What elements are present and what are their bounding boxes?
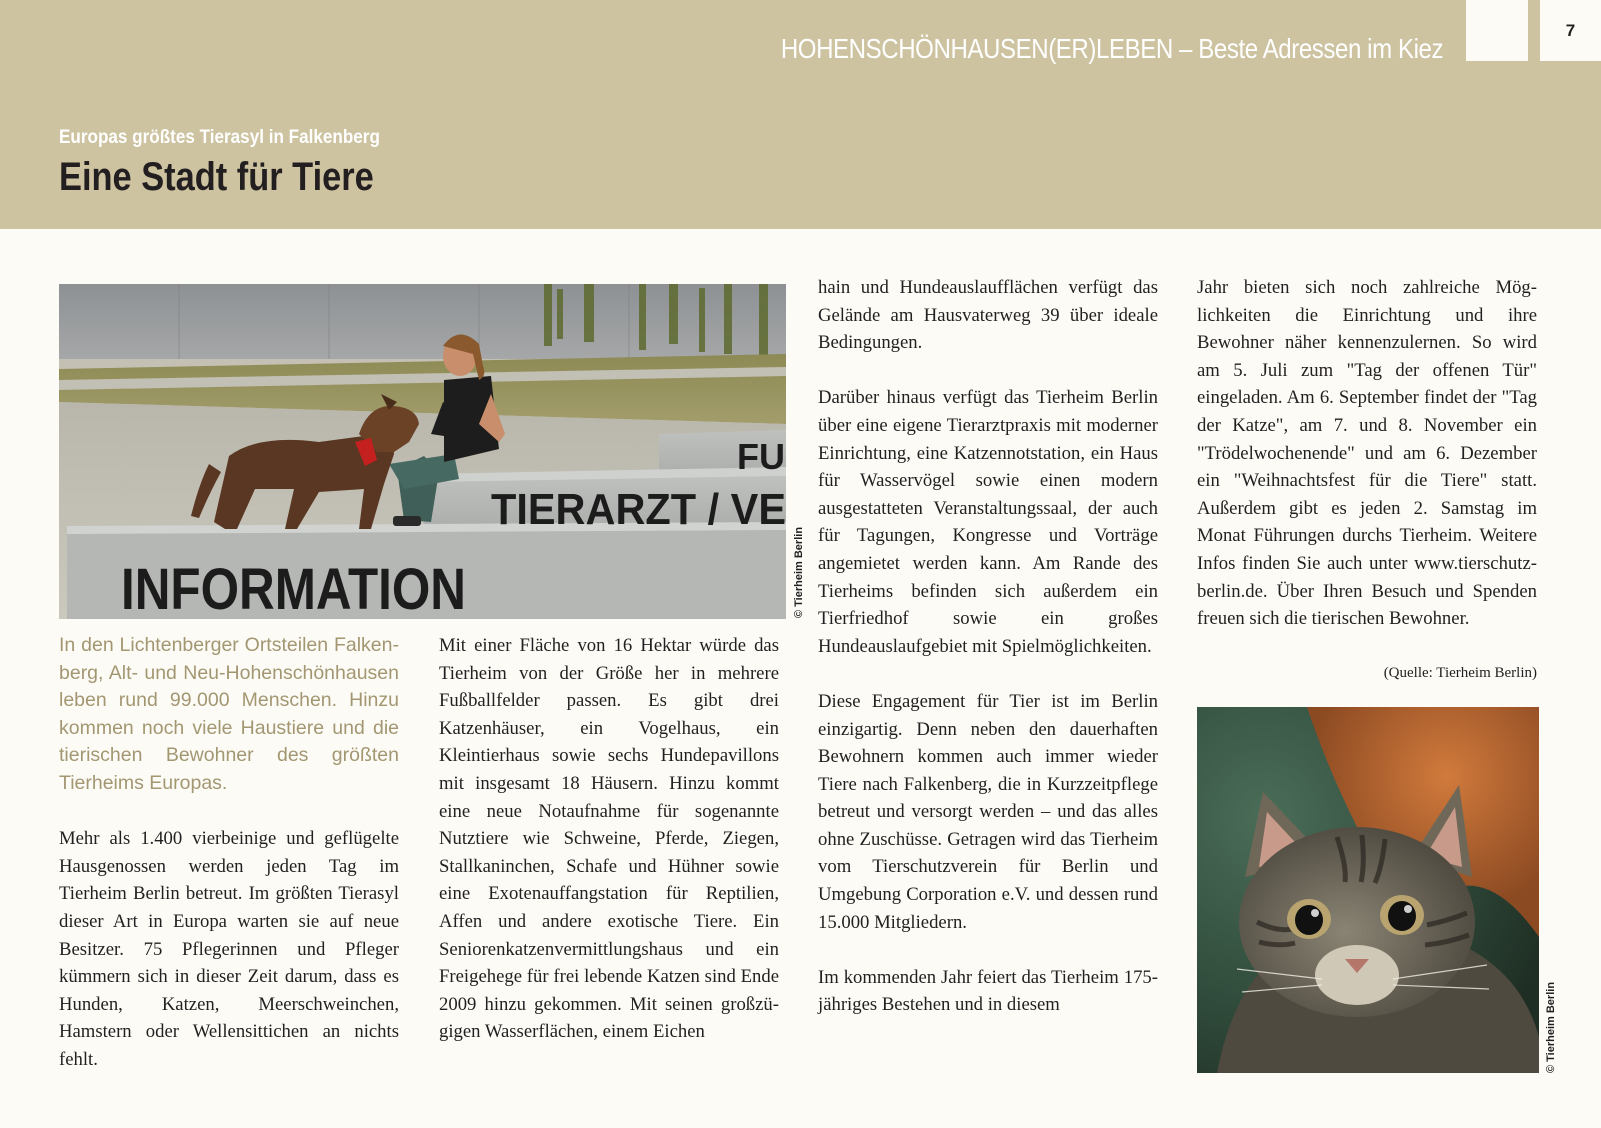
source-note: (Quelle: Tierheim Berlin) (1383, 665, 1537, 681)
article-headline: Eine Stadt für Tiere (59, 155, 374, 199)
page-number: 7 (1540, 0, 1601, 61)
column-1-paragraph: Mehr als 1.400 vierbeinige und geflügelte Hausgenossen werden jeden Tag im Tierheim Berlin betreut. Im größten Tierasyl dieser Art in Europa warten sie auf neue Besitzer. 75 Pflegerinnen und Pfleger kümmern sich in dieser Zeit darum, dass es Hunden, Katzen, Meerschweinchen, Hamstern oder Wellensittichen an nichts fehlt. (59, 828, 399, 1070)
sign-information: INFORMATION (121, 557, 466, 619)
article-lead: In den Lichtenberger Ortsteilen Falkenberg, Alt- und Neu-Hohenschönhausen leben rund 99.000 Menschen. Hinzu kommen noch viele Haustiere und die tierischen Bewohner des größten Tierheims Europas. (59, 634, 399, 794)
column-3-paragraph-3: Diese Engagement für Tier ist im Berlin einzigartig. Denn neben den dauerhaften Bewohnern kommen auch immer wieder Tiere nach Falkenberg, die in Kurzzeitpflege betreut und versorgt werden – und das alles ohne Zuschüsse. Getragen wird das Tierheim vom Tierschutzverein für Berlin und Umgebung Corporation e.V. und dessen rund 15.000 Mitgliedern. (818, 690, 1158, 933)
header-tab-blank (1466, 0, 1528, 61)
sign-tierarzt: TIERARZT / VE (491, 485, 786, 534)
running-title: HOHENSCHÖNHAUSEN(ER)LEBEN – Beste Adressen im Kiez (780, 33, 1443, 64)
column-3-paragraph-4: Im kommenden Jahr feiert das Tierheim 175-jähriges Bestehen und in diesem (818, 966, 1158, 1016)
column-3-paragraph-2: Darüber hinaus verfügt das Tierheim Berlin über eine eigene Tierarztpraxis mit moderner Einrichtung, eine Katzennotstation, ein Haus für Wasservögel sowie einen modern ausgestatteten Veranstaltungssaal, der auch für Tagungen, Kongresse und Vorträge angemietet werden kann. Am Rande des Tierheims befinden sich außerdem ein Tierfriedhof sowie ein großes Hundeauslaufgebiet mit Spielmöglichkeiten. (818, 387, 1158, 657)
column-2-paragraph: Mit einer Fläche von 16 Hektar würde das Tierheim von der Größe her in mehrere Fußballfelder passen. Es gibt drei Katzenhäuser, ein Vogelhaus, ein Kleintierhaus sowie sechs Hundepavillons mit insgesamt 18 Häusern. Hinzu kommt eine neue Notaufnahme für sogenannte Nutztiere wie Schweine, Pferde, Ziegen, Stallkaninchen, Schafe und Hühner sowie eine Exotenauffangstation für Reptilien, Affen und andere exotische Tiere. Ein Seniorenkatzenvermittlungshaus und ein Freigehege für frei lebende Katzen sind Ende 2009 hinzu gekommen. Mit seinen großzügigen Wasserflächen, einem Eichen (439, 635, 779, 1043)
sign-fu: FU (737, 436, 785, 477)
cat-photo-credit: © Tierheim Berlin (1545, 981, 1557, 1073)
dog-photo-credit: © Tierheim Berlin (793, 526, 805, 618)
column-3 (818, 274, 1158, 1019)
column-4-paragraph: Jahr bieten sich noch zahlreiche Möglichkeiten die Einrichtung und ihre Bewohner näher kennenzulernen. So wird am 5. Juli zum "Tag der offenen Tür" eingeladen. Am 6. September findet der "Tag der Katze", am 7. und 8. November ein "Trödelwochenende" und am 6. Dezember ein "Weihnachtsfest für die Tiere" statt. Außerdem gibt es jeden 2. Samstag im Monat Führungen durchs Tierheim. Weitere Infos finden Sie auch unter www.tierschutz-berlin.de. Über Ihren Besuch und Spenden freuen sich die tierischen Bewohner. (1197, 277, 1537, 630)
cat-photo (1197, 707, 1539, 1073)
article-kicker: Europas größtes Tierasyl in Falkenberg (59, 127, 380, 148)
column-2 (439, 632, 779, 1046)
column-3-paragraph-1: hain und Hundeauslaufflächen verfügt das Gelände am Hausvaterweg 39 über ideale Bedingungen. (818, 277, 1158, 354)
column-4 (1197, 274, 1537, 633)
dog-photo (59, 284, 786, 619)
column-1 (59, 632, 399, 1074)
